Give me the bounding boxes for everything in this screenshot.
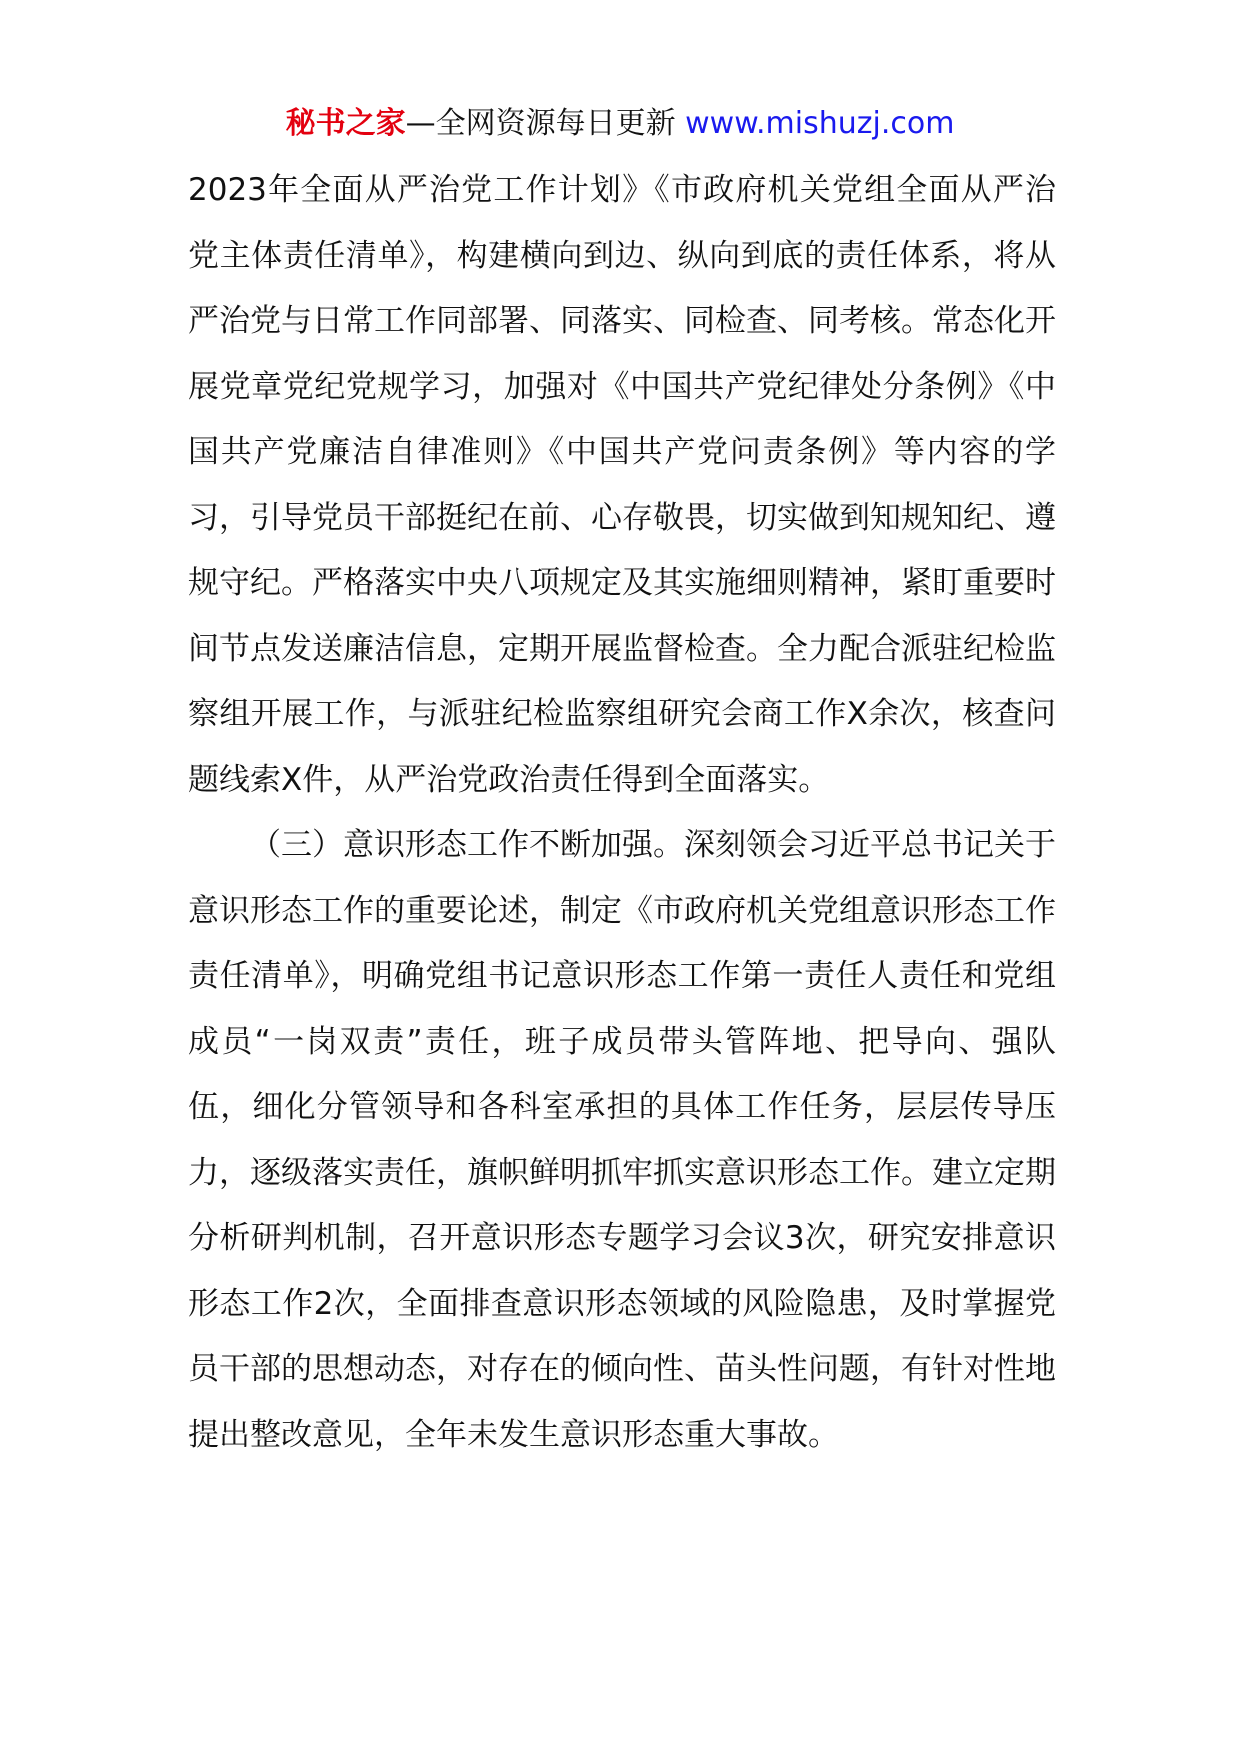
site-tagline: —全网资源每日更新 bbox=[405, 106, 676, 141]
site-brand: 秘书之家 bbox=[285, 106, 406, 141]
paragraph-continued: 2023年全面从严治党工作计划》《市政府机关党组全面从严治党主体责任清单》，构建横向到边、纵向到底的责任体系，将从严治党与日常工作同部署、同落实、同检查、同考核。常态化开展党章党纪党规学习，加强对《中国共产党纪律处分条例》《中国共产党廉洁自律准则》《中国共产党问责条例》等内容的学习，引导党员干部挺纪在前、心存敬畏，切实做到知规知纪、遵规守纪。严格落实中央八项规定及其实施细则精神，紧盯重要时间节点发送廉洁信息，定期开展监督检查。全力配合派驻纪检监察组开展工作，与派驻纪检监察组研究会商工作X余次，核查问题线索X件，从严治党政治责任得到全面落实。 bbox=[188, 172, 1056, 798]
site-url-link[interactable]: www.mishuzj.com bbox=[685, 106, 955, 141]
paragraph-ideology-work: （三）意识形态工作不断加强。深刻领会习近平总书记关于意识形态工作的重要论述，制定《市政府机关党组意识形态工作责任清单》，明确党组书记意识形态工作第一责任人责任和党组成员“一岗双责”责任，班子成员带头管阵地、把导向、强队伍，细化分管领导和各科室承担的具体工作任务，层层传导压力，逐级落实责任，旗帜鲜明抓牢抓实意识形态工作。建立定期分析研判机制，召开意识形态专题学习会议3次，研究安排意识形态工作2次，全面排查意识形态领域的风险隐患，及时掌握党员干部的思想动态，对存在的倾向性、苗头性问题，有针对性地提出整改意见，全年未发生意识形态重大事故。 bbox=[188, 827, 1056, 1453]
document-body bbox=[188, 158, 1056, 1468]
page-header bbox=[0, 102, 1240, 146]
